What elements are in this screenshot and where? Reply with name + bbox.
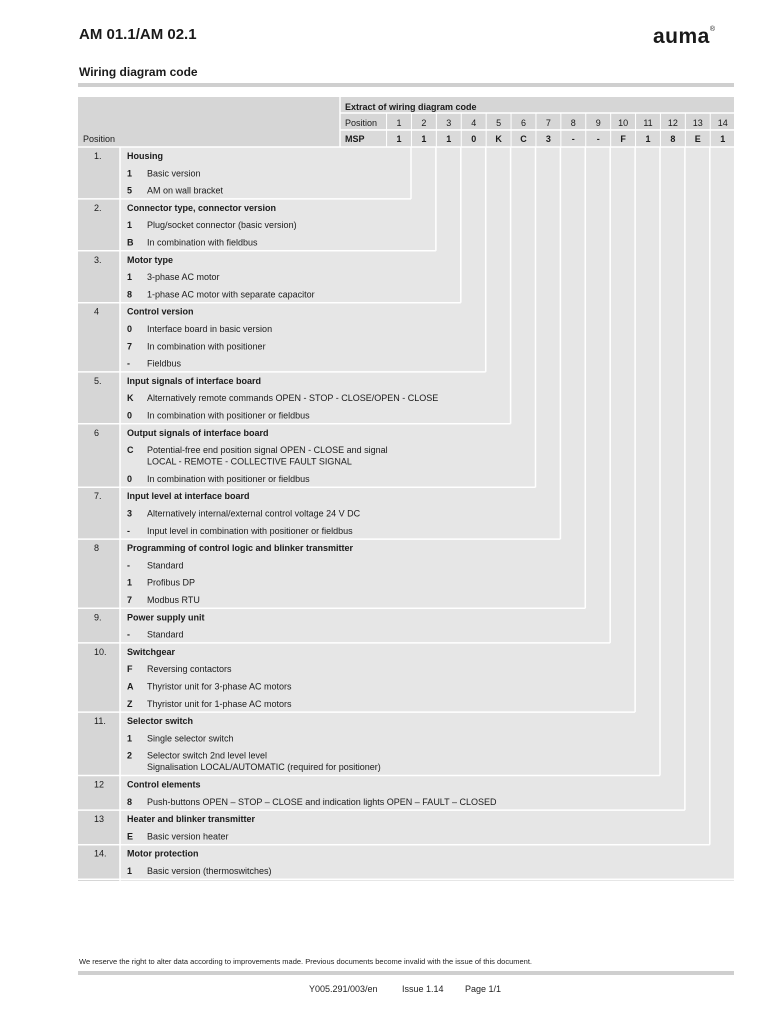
extract-title: Extract of wiring diagram code (345, 102, 477, 112)
position-number: 14 (717, 118, 728, 128)
position-number: 10 (618, 118, 629, 128)
position-number: 13 (692, 118, 703, 128)
option-code: 5 (127, 185, 133, 196)
group-title: Selector switch (127, 716, 194, 727)
group-title: Switchgear (127, 646, 176, 657)
option-code: C (127, 445, 134, 456)
code-value: 3 (545, 134, 551, 144)
group-position-number: 10. (94, 646, 107, 657)
option-code: 3 (127, 508, 133, 519)
group-title: Motor protection (127, 848, 199, 859)
option-description: Potential-free end position signal OPEN - CLOSE and signal (147, 445, 388, 456)
option-description: Standard (147, 629, 184, 640)
code-value: 0 (471, 134, 477, 144)
option-code: 1 (127, 733, 133, 744)
group-position-number: 8 (94, 543, 100, 554)
position-number: 11 (643, 118, 653, 128)
option-code: 7 (127, 341, 133, 352)
code-value: 1 (720, 134, 726, 144)
option-description: LOCAL - REMOTE - COLLECTIVE FAULT SIGNAL (147, 456, 352, 467)
option-code: F (127, 664, 133, 675)
document-id: Y005.291/003/en (309, 984, 378, 994)
group-title: Power supply unit (127, 612, 205, 623)
option-description: In combination with positioner or fieldbus (147, 473, 310, 484)
group-title: Motor type (127, 254, 173, 265)
option-description: 1-phase AC motor with separate capacitor (147, 289, 315, 300)
option-code: K (127, 393, 134, 404)
option-code: 1 (127, 866, 133, 876)
group-position-number: 11. (94, 716, 106, 727)
option-code: 8 (127, 289, 133, 300)
group-position-number: 14. (94, 848, 107, 859)
group-position-number: 2. (94, 202, 102, 213)
code-value: F (620, 134, 626, 144)
option-description: Modbus RTU (147, 595, 200, 605)
option-description: Selector switch 2nd level level (147, 750, 268, 761)
group-title: Heater and blinker transmitter (127, 814, 256, 825)
option-description: Profibus DP (147, 577, 196, 588)
group-title: Output signals of interface board (127, 427, 269, 438)
option-code: 2 (127, 750, 133, 761)
code-value: 1 (421, 134, 427, 144)
group-title: Input signals of interface board (127, 375, 262, 386)
option-description: 3-phase AC motor (147, 272, 220, 283)
document-title: AM 01.1/AM 02.1 (79, 26, 197, 43)
issue-number: Issue 1.14 (402, 984, 444, 994)
position-number: 2 (421, 118, 427, 128)
option-description: In combination with fieldbus (147, 237, 258, 248)
code-value: - (596, 134, 600, 144)
code-value: E (694, 134, 701, 144)
option-code: 0 (127, 324, 133, 334)
group-title: Housing (127, 151, 163, 161)
code-value: K (495, 134, 502, 144)
option-description: Plug/socket connector (basic version) (147, 220, 297, 231)
option-description: In combination with positioner (147, 341, 266, 352)
option-description: Signalisation LOCAL/AUTOMATIC (required for positioner) (147, 762, 381, 773)
group-title: Control elements (127, 779, 201, 790)
option-description: Interface board in basic version (147, 324, 273, 334)
position-number: 8 (570, 118, 576, 128)
code-value: 1 (396, 134, 402, 144)
option-description: Reversing contactors (147, 664, 232, 675)
position-number: 1 (396, 118, 402, 128)
page-number: Page 1/1 (465, 984, 502, 994)
option-description: Basic version (147, 168, 201, 179)
group-title: Connector type, connector version (127, 202, 277, 213)
option-description: Push-buttons OPEN – STOP – CLOSE and indication lights OPEN – FAULT – CLOSED (147, 796, 497, 807)
code-value: 1 (645, 134, 651, 144)
group-position-number: 6 (94, 427, 100, 438)
group-position-number: 9. (94, 612, 102, 623)
position-number: 6 (520, 118, 527, 128)
code-value: 8 (670, 134, 676, 144)
option-description: Single selector switch (147, 733, 234, 744)
option-description: Fieldbus (147, 358, 182, 369)
option-description: AM on wall bracket (147, 185, 224, 196)
option-code: B (127, 237, 134, 248)
position-number: 7 (545, 118, 551, 128)
group-position-number: 4 (94, 306, 100, 317)
group-position-number: 1. (94, 151, 102, 161)
option-description: Input level in combination with positioner or fieldbus (147, 525, 353, 536)
option-code: 7 (127, 595, 133, 605)
code-value: 1 (446, 134, 452, 144)
option-code: Z (127, 698, 133, 709)
option-code: 1 (127, 577, 133, 588)
option-code: - (127, 358, 130, 369)
group-title: Input level at interface board (127, 491, 250, 502)
option-code: - (127, 560, 130, 571)
group-title: Control version (127, 306, 194, 317)
option-code: 1 (127, 168, 133, 179)
left-position-header: Position (83, 134, 116, 144)
code-value: C (520, 134, 527, 144)
position-number: 9 (595, 118, 601, 128)
group-position-number: 12 (94, 779, 105, 790)
code-prefix: MSP (345, 134, 365, 144)
option-description: Thyristor unit for 1-phase AC motors (147, 698, 292, 709)
code-value: - (571, 134, 575, 144)
option-code: 0 (127, 410, 133, 421)
position-number: 4 (471, 118, 477, 128)
option-description: Alternatively internal/external control voltage 24 V DC (147, 508, 361, 519)
option-description: Basic version (thermoswitches) (147, 866, 272, 876)
option-code: E (127, 831, 134, 842)
position-row-label: Position (345, 118, 378, 128)
group-position-number: 3. (94, 254, 102, 265)
option-code: - (127, 629, 130, 640)
option-code: 1 (127, 272, 133, 283)
option-description: Thyristor unit for 3-phase AC motors (147, 681, 292, 692)
position-number: 3 (446, 118, 452, 128)
footer-rule (78, 971, 734, 975)
position-number: 12 (667, 118, 678, 128)
option-description: Alternatively remote commands OPEN - STOP - CLOSE/OPEN - CLOSE (147, 393, 439, 404)
group-position-number: 7. (94, 491, 102, 502)
option-code: A (127, 681, 134, 692)
section-title: Wiring diagram code (79, 65, 198, 79)
option-description: Basic version heater (147, 831, 229, 842)
group-position-number: 5. (94, 375, 102, 386)
option-code: 0 (127, 473, 133, 484)
group-title: Programming of control logic and blinker transmitter (127, 543, 354, 554)
logo-text: auma (653, 25, 710, 48)
option-description: Standard (147, 560, 184, 571)
group-position-number: 13 (94, 814, 105, 825)
option-code: 8 (127, 796, 133, 807)
option-description: In combination with positioner or fieldbus (147, 410, 310, 421)
registered-mark: ® (709, 26, 716, 33)
option-code: - (127, 525, 130, 536)
option-code: 1 (127, 220, 133, 231)
position-number: 5 (496, 118, 502, 128)
footer-disclaimer: We reserve the right to alter data according to improvements made. Previous documents become invalid with the issue of this document. (79, 957, 533, 966)
